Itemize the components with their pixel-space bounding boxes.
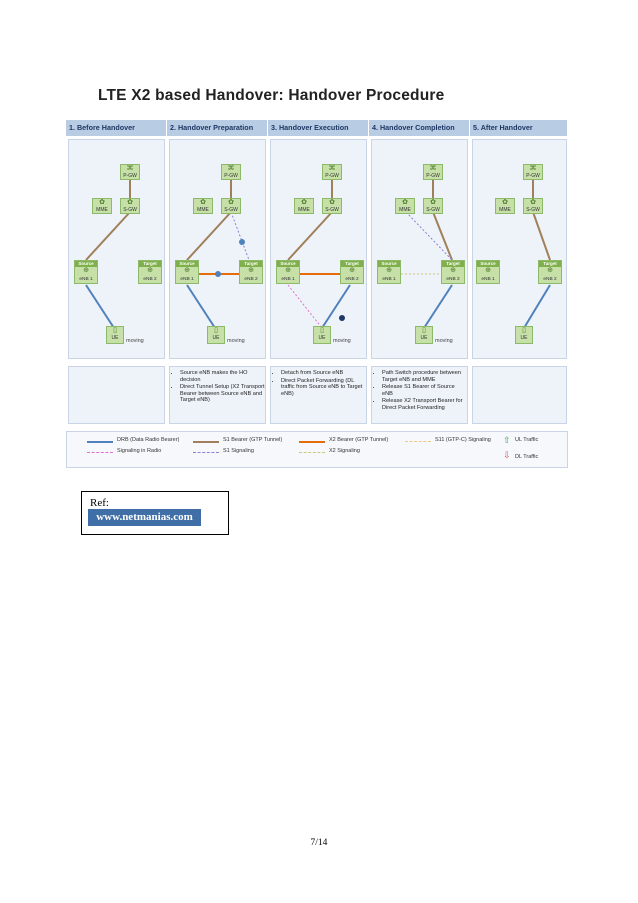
mme-node: ✿ MME (193, 198, 213, 214)
sgw-node: ✿ S-GW (523, 198, 543, 214)
notes-execution (270, 366, 367, 424)
source-enb-node: Source ⊕ eNB 1 (74, 260, 98, 284)
legend-x2-signaling: X2 Signaling (329, 448, 360, 454)
note-item: • Detach from Source eNB (281, 370, 366, 377)
pgw-node: ⌘ P-GW (322, 164, 342, 180)
pgw-node: ⌘ P-GW (120, 164, 140, 180)
legend-x2-sig-swatch (299, 452, 325, 453)
ue-node: ▯ UE (207, 326, 225, 344)
legend-x2-bearer: X2 Bearer (GTP Tunnel) (329, 437, 389, 443)
legend-s11-swatch (405, 441, 431, 442)
dl-arrow-icon: ⇩ (503, 450, 511, 460)
diagram-lines (66, 120, 568, 360)
antenna-icon: ⊕ (386, 267, 392, 274)
antenna-icon: ⊕ (147, 267, 153, 274)
antenna-icon: ⊕ (349, 267, 355, 274)
phone-icon: ▯ (422, 327, 426, 334)
sgw-node: ✿ S-GW (221, 198, 241, 214)
pgw-node: ⌘ P-GW (221, 164, 241, 180)
legend (66, 431, 568, 468)
target-enb-node: Target ⊕ eNB 2 (538, 260, 562, 284)
gear-icon: ✿ (127, 199, 133, 206)
sgw-node: ✿ S-GW (423, 198, 443, 214)
antenna-icon: ⊕ (485, 267, 491, 274)
note-item: • Direct Packet Forwarding (DL traffic from Source eNB to Target eNB) (281, 378, 366, 398)
panel-heading-before: 1. Before Handover (66, 120, 167, 136)
antenna-icon: ⊕ (248, 267, 254, 274)
source-enb-node: Source ⊕ eNB 1 (276, 260, 300, 284)
gear-icon: ✿ (301, 199, 307, 206)
gear-icon: ✿ (402, 199, 408, 206)
panel-heading-after: 5. After Handover (470, 120, 568, 136)
moving-label: moving (333, 338, 351, 344)
legend-s1-swatch (193, 441, 219, 443)
target-enb-node: Target ⊕ eNB 2 (340, 260, 364, 284)
moving-label: moving (435, 338, 453, 344)
page-number: 7/14 (310, 838, 328, 848)
legend-radio-signaling: Signaling in Radio (117, 448, 162, 454)
note-item: • Direct Tunnel Setup (X2 Transport Bearer between Source eNB and Target eNB) (180, 384, 265, 404)
source-enb-node: Source ⊕ eNB 1 (175, 260, 199, 284)
ue-node: ▯ UE (313, 326, 331, 344)
mme-node: ✿ MME (495, 198, 515, 214)
antenna-icon: ⊕ (184, 267, 190, 274)
target-enb-node: Target ⊕ eNB 2 (441, 260, 465, 284)
moving-label: moving (227, 338, 245, 344)
target-enb-node: Target ⊕ eNB 2 (138, 260, 162, 284)
reference-link[interactable]: www.netmanias.com (88, 509, 201, 526)
legend-drb: DRB (Data Radio Bearer) (117, 437, 180, 443)
mme-node: ✿ MME (395, 198, 415, 214)
handover-figure (66, 120, 568, 468)
router-icon: ⌘ (227, 165, 235, 172)
antenna-icon: ⊕ (285, 267, 291, 274)
ue-node: ▯ UE (515, 326, 533, 344)
panel-heading-completion: 4. Handover Completion (369, 120, 470, 136)
legend-x2-swatch (299, 441, 325, 443)
notes-before (68, 366, 165, 424)
phone-icon: ▯ (113, 327, 117, 334)
router-icon: ⌘ (529, 165, 537, 172)
legend-s1-signaling: S1 Signaling (223, 448, 254, 454)
gear-icon: ✿ (530, 199, 536, 206)
note-item: • Path Switch procedure between Target eNB and MME (382, 370, 467, 383)
sgw-node: ✿ S-GW (322, 198, 342, 214)
notes-preparation (169, 366, 266, 424)
legend-s1-sig-swatch (193, 452, 219, 453)
notes-completion (371, 366, 468, 424)
panel-heading-preparation: 2. Handover Preparation (167, 120, 268, 136)
notes-after (472, 366, 567, 424)
ue-node: ▯ UE (106, 326, 124, 344)
moving-label: moving (126, 338, 144, 344)
antenna-icon: ⊕ (450, 267, 456, 274)
note-item: • Release S1 Bearer of Source eNB (382, 384, 467, 397)
gear-icon: ✿ (430, 199, 436, 206)
ue-node: ▯ UE (415, 326, 433, 344)
ref-label: Ref: (90, 497, 109, 509)
pgw-node: ⌘ P-GW (523, 164, 543, 180)
mme-node: ✿ MME (92, 198, 112, 214)
source-enb-node: Source ⊕ eNB 1 (476, 260, 500, 284)
router-icon: ⌘ (328, 165, 336, 172)
figure-title: LTE X2 based Handover: Handover Procedure (98, 87, 445, 104)
ul-arrow-icon: ⇧ (503, 435, 511, 445)
legend-radio-swatch (87, 452, 113, 453)
source-enb-node: Source ⊕ eNB 1 (377, 260, 401, 284)
mme-node: ✿ MME (294, 198, 314, 214)
legend-ul: UL Traffic (515, 437, 539, 443)
note-item: • Source eNB makes the HO decision (180, 370, 265, 383)
sgw-node: ✿ S-GW (120, 198, 140, 214)
phone-icon: ▯ (320, 327, 324, 334)
gear-icon: ✿ (99, 199, 105, 206)
panel-heading-execution: 3. Handover Execution (268, 120, 369, 136)
legend-dl: DL Traffic (515, 454, 539, 460)
gear-icon: ✿ (200, 199, 206, 206)
gear-icon: ✿ (502, 199, 508, 206)
pgw-node: ⌘ P-GW (423, 164, 443, 180)
target-enb-node: Target ⊕ eNB 2 (239, 260, 263, 284)
legend-drb-swatch (87, 441, 113, 443)
antenna-icon: ⊕ (547, 267, 553, 274)
gear-icon: ✿ (329, 199, 335, 206)
legend-s11: S11 (GTP-C) Signaling (435, 437, 491, 443)
note-item: • Release X2 Transport Bearer for Direct Packet Forwarding (382, 398, 467, 411)
router-icon: ⌘ (126, 165, 134, 172)
phone-icon: ▯ (214, 327, 218, 334)
antenna-icon: ⊕ (83, 267, 89, 274)
router-icon: ⌘ (429, 165, 437, 172)
gear-icon: ✿ (228, 199, 234, 206)
phone-icon: ▯ (522, 327, 526, 334)
legend-s1-bearer: S1 Bearer (GTP Tunnel) (223, 437, 283, 443)
